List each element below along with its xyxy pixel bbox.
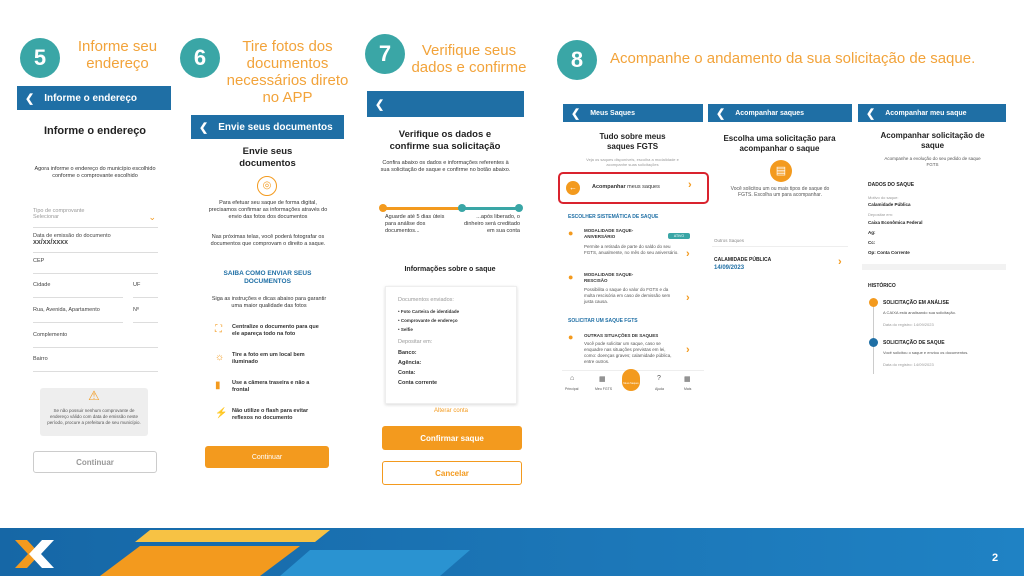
documents-title: Envie seus documentos [239, 146, 296, 169]
tip-3: Use a câmera traseira e não a frontal [232, 380, 310, 393]
track-request-desc: Acompanhe a evolução do seu pedido de saque FGTS [884, 156, 981, 167]
warning-icon: ⚠ [88, 388, 100, 403]
birthday-mode-title: MODALIDADE SAQUE-ANIVERSÁRIO [584, 228, 634, 239]
step-7-title: Verifique seus dados e confirme [411, 42, 527, 76]
doc-1: • Foto Carteira de identidade [398, 309, 460, 314]
city-field[interactable]: Cidade [33, 282, 123, 298]
account-label: Conta: [398, 370, 416, 376]
chevron-right-icon[interactable]: › [686, 248, 690, 260]
agency-label: Agência: [398, 360, 422, 366]
withdrawals-desc: Veja os saques disponíveis, escolha a modalidade e acompanhe suas solicitações [586, 157, 679, 167]
account-value: Cc: [868, 240, 876, 245]
address-description: Agora informe o endereço do município escolhido conforme o comprovante escolhido [34, 166, 156, 179]
account-type: Conta corrente [398, 380, 438, 386]
choose-request-title: Escolha uma solicitação para acompanhar o saque [723, 134, 836, 153]
history-request-title: SOLICITAÇÃO DE SAQUE [883, 340, 945, 346]
tip-4: Não utilize o flash para evitar reflexos no documento [232, 408, 309, 421]
fgts-icon[interactable]: ▦ [599, 376, 606, 383]
other-situations-icon: ● [568, 332, 574, 342]
request-withdrawal-heading: SOLICITAR UM SAQUE FGTS [568, 318, 638, 324]
warning-box [40, 388, 148, 436]
follow-withdrawals-label: Acompanhar meus saques [592, 184, 660, 190]
my-withdrawals-label: Meus Saques [590, 109, 635, 117]
back-arrow-icon[interactable]: ❮ [866, 107, 876, 120]
history-request-date: Data do registro: 14/09/2023 [883, 362, 934, 367]
back-arrow-icon[interactable]: ❮ [716, 107, 726, 120]
sun-icon: ☼ [215, 352, 225, 363]
documents-intro: Para efetuar seu saque de forma digital, precisamos confirmar as informações através do envio das fotos dos documentos [208, 200, 328, 220]
progress-bar-done [382, 207, 462, 210]
info-title: Informações sobre o saque [404, 266, 496, 273]
deposit-label: Depositar em: [868, 212, 893, 217]
divider [712, 246, 848, 247]
footer-orange-stripe [100, 546, 300, 576]
address-title: Informe o endereço [43, 125, 147, 137]
other-withdrawals-label: Outros Saques [714, 238, 745, 243]
credit-text: ...após liberado, o dinheiro será creditado em sua conta [464, 214, 520, 234]
how-to-send-heading: SAIBA COMO ENVIAR SEUS DOCUMENTOS [223, 270, 312, 285]
choose-request-desc: Você solicitou um ou mais tipos de saque do FGTS. Escolha um para acompanhar. [730, 186, 830, 198]
address-header-label: Informe o endereço [44, 92, 138, 104]
cancel-button[interactable]: Cancelar [382, 461, 522, 485]
documents-next: Nas próximas telas, você poderá fotografar os documentos que comprovam o direito a saque. [210, 234, 326, 247]
nav-home[interactable]: Principal [565, 387, 579, 391]
caixa-logo-white [29, 540, 54, 568]
termination-mode-title: MODALIDADE SAQUE-RESCISÃO [584, 272, 634, 283]
proof-type-select[interactable]: Tipo de comprovante Selecionar ⌄ [33, 208, 158, 228]
change-account-link[interactable]: Alterar conta [433, 408, 469, 414]
termination-mode-desc: Possibilita o saque do valor do FGTS e da multa rescisória em caso de demissão sem justa causa. [584, 287, 671, 304]
document-icon: ▤ [770, 160, 792, 182]
bank-label: Banco: [398, 350, 417, 356]
issue-date-field[interactable]: Data de emissão do documento xx/xx/xxxx [33, 233, 158, 253]
history-analysis-title: SOLICITAÇÃO EM ANÁLISE [883, 300, 950, 306]
info-card [385, 286, 517, 404]
agency-value: Ag: [868, 230, 876, 235]
track-request-title: Acompanhar solicitação de saque [880, 131, 985, 150]
chevron-right-icon[interactable]: › [838, 256, 842, 268]
chevron-right-icon: › [688, 179, 692, 191]
wait-text: Aguarde até 5 dias úteis para análise dos documentos... [385, 214, 445, 234]
reason-value: Calamidade Pública [868, 202, 911, 207]
my-withdrawals-header [563, 104, 703, 122]
progress-dot-end [515, 204, 523, 212]
history-request-desc: Você solicitou o saque e enviou os documentos. [883, 350, 969, 355]
withdrawals-title: Tudo sobre meus saques FGTS [599, 132, 666, 151]
verify-header-bar [367, 91, 524, 117]
footer-graphics [0, 528, 1024, 576]
active-badge: ATIVO [668, 233, 690, 239]
street-field[interactable]: Rua, Avenida, Apartamento [33, 307, 123, 323]
reason-label: Motivo do saque: [868, 195, 899, 200]
address-header-bar [17, 86, 171, 110]
step-8-title: Acompanhe o andamento da sua solicitação de saque. [610, 50, 976, 67]
timeline-dot-analysis [869, 298, 878, 307]
progress-dot-start [379, 204, 387, 212]
instructions-text: Siga as instruções e dicas abaixo para garantir uma maior qualidade das fotos [211, 296, 327, 309]
step-5-title: Informe seu endereço [77, 38, 158, 72]
docs-label: Documentos enviados: [398, 297, 454, 303]
track-withdrawals-header [708, 104, 852, 122]
track-my-withdrawal-label: Acompanhar meu saque [885, 109, 967, 117]
back-arrow-icon[interactable]: ❮ [571, 107, 581, 120]
bottom-nav [562, 370, 704, 394]
chevron-right-icon[interactable]: › [686, 344, 690, 356]
documents-header-bar [191, 115, 344, 139]
phone-icon: ▮ [215, 380, 221, 391]
home-icon[interactable]: ⌂ [570, 375, 575, 382]
warning-text: Se não possuir nenhum comprovante de endereço válido com data de emissão neste período, procure a prefeitura de seu município. [47, 408, 141, 425]
progress-dot-mid [458, 204, 466, 212]
cake-icon: ● [568, 228, 574, 238]
camera-icon: ◎ [257, 176, 277, 196]
arrow-left-icon: ← [566, 181, 580, 195]
section-divider [862, 264, 1006, 270]
step-6-badge: 6 [180, 38, 220, 78]
doc-3: • Selfie [398, 327, 413, 332]
confirm-withdrawal-button[interactable]: Confirmar saque [382, 426, 522, 450]
nav-my-fgts[interactable]: Meu FGTS [595, 387, 613, 391]
focus-icon: ⛶ [215, 324, 222, 335]
nav-more[interactable]: Mais [684, 387, 692, 391]
step-7-badge: 7 [365, 34, 405, 74]
help-icon[interactable]: ? [657, 375, 661, 382]
chevron-right-icon[interactable]: › [686, 292, 690, 304]
tip-1: Centralize o documento para que ele apareça todo na foto [232, 324, 319, 337]
account-type-value: Op: Conta Corrente [868, 250, 910, 255]
other-situations-desc: Você pode solicitar um saque, caso se enquadre nas situações previstas em lei, como: doenças graves; calamidade pública, entre outros. [584, 341, 672, 364]
back-arrow-icon[interactable]: ❮ [375, 98, 385, 111]
documents-header-label: Envie seus documentos [218, 121, 333, 133]
number-field[interactable]: Nº [133, 307, 158, 323]
nav-help[interactable]: Ajuda [655, 387, 664, 391]
track-withdrawals-label: Acompanhar saques [735, 109, 805, 117]
footer-yellow-stripe [135, 530, 330, 542]
footer-blue-stripe [280, 550, 470, 576]
no-flash-icon: ⚡ [215, 408, 228, 419]
continue-button[interactable]: Continuar [205, 446, 329, 468]
follow-withdrawals-highlight[interactable] [558, 172, 709, 204]
page-number: 2 [992, 552, 999, 564]
nav-my-withdrawals[interactable]: Meus Saques [622, 369, 640, 391]
calamity-item-title[interactable]: CALAMIDADE PÚBLICA [714, 257, 772, 263]
complement-field[interactable]: Complemento [33, 332, 158, 348]
step-8-badge: 8 [557, 40, 597, 80]
tip-2: Tire a foto em um local bem iluminado [232, 352, 305, 365]
step-5-badge: 5 [20, 38, 60, 78]
uf-field[interactable]: UF [133, 282, 158, 298]
withdrawal-data-heading: DADOS DO SAQUE [868, 182, 915, 188]
other-situations-title: OUTRAS SITUAÇÕES DE SAQUES [584, 333, 659, 338]
back-arrow-icon[interactable]: ❮ [25, 92, 35, 105]
verify-title: Verifique os dados e confirme sua solicitação [389, 129, 501, 152]
continue-button-disabled[interactable]: Continuar [33, 451, 157, 473]
termination-icon: ● [568, 272, 574, 282]
choose-system-heading: ESCOLHER SISTEMÁTICA DE SAQUE [568, 214, 659, 220]
more-icon[interactable]: ▦ [684, 376, 691, 383]
birthday-mode-desc: Permite a retirada de parte do saldo do seu FGTS, anualmente, no mês do seu aniversário. [584, 244, 679, 255]
back-arrow-icon[interactable]: ❮ [199, 121, 209, 134]
progress-bar-pending [462, 207, 519, 210]
cep-field[interactable]: CEP [33, 258, 158, 274]
deposit-label: Depositar em: [398, 339, 433, 345]
neighborhood-field[interactable]: Bairro [33, 356, 158, 372]
step-6-title: Tire fotos dos documentos necessários direto no APP [226, 38, 349, 106]
chevron-down-icon: ⌄ [148, 212, 156, 222]
bank-value: Caixa Econômica Federal [868, 220, 923, 225]
doc-2: • Comprovante de endereço [398, 318, 458, 323]
history-heading: HISTÓRICO [868, 283, 896, 289]
history-analysis-date: Data do registro: 14/09/2023 [883, 322, 934, 327]
calamity-item-date: 14/09/2023 [714, 265, 745, 271]
timeline-dot-request [869, 338, 878, 347]
track-my-withdrawal-header [858, 104, 1006, 122]
verify-description: Confira abaixo os dados e informações referentes à sua solicitação de saque e confirme no botão abaixo. [380, 160, 511, 173]
history-analysis-desc: A CAIXA está analisando sua solicitação. [883, 310, 956, 315]
